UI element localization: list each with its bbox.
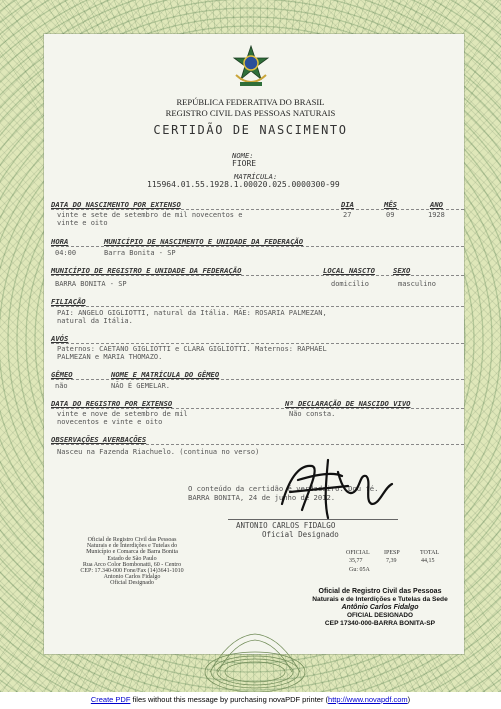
signer-name: ANTONIO CARLOS FIDALGO: [236, 521, 336, 530]
registro-date-line1: vinte e nove de setembro de mil: [57, 410, 188, 418]
birth-date-value-line1: vinte e sete de setembro de mil novecentos e: [57, 211, 243, 219]
office-info-line4: Estado de São Paulo: [107, 555, 157, 562]
office-info-line3: Município e Comarca de Barra Bonita: [86, 549, 178, 556]
pdf-footer: [0, 693, 501, 709]
mes-label: MÊS: [384, 200, 397, 209]
office-info-line2: Naturais e de Interdições e Tutelas do: [86, 543, 178, 550]
dnv-value: Não consta.: [289, 410, 336, 418]
office-info-line5: Rua Arco Color Bombonatti, 60 - Centro: [82, 561, 182, 568]
matricula-value: 115964.01.55.1928.1.00020.025.0000300-99: [147, 180, 340, 189]
fee-total-label: TOTAL: [420, 550, 440, 556]
avos-line2: PALMEZAN e MARIA THOMAZO.: [57, 353, 163, 361]
ano-value: 1928: [428, 211, 445, 219]
registro-date-label: DATA DO REGISTRO POR EXTENSO: [51, 399, 173, 408]
gemeo-value: não: [55, 382, 68, 390]
signature-image: [268, 452, 408, 524]
registry-municipio-value: BARRA BONITA - SP: [55, 280, 127, 288]
registro-date-line2: novecentos e vinte e oito: [57, 418, 163, 426]
stamp-line4: OFICIAL DESIGNADO: [347, 612, 413, 619]
observacoes-label: OBSERVAÇÕES AVERBAÇÕES: [51, 435, 147, 444]
office-info-line7: Antonio Carlos Fidalgo: [103, 574, 161, 581]
sexo-label: SEXO: [393, 266, 411, 275]
gemeo-label: GÊMEO: [51, 370, 73, 379]
name-value: FIORE: [232, 159, 257, 168]
sexo-value: masculino: [398, 280, 436, 288]
dia-label: DIA: [341, 200, 354, 209]
hora-value: 04:00: [55, 249, 77, 257]
attest-line1: O conteúdo da certidão é verdadeiro. Dou fé.: [188, 484, 379, 493]
dia-value: 27: [343, 211, 352, 219]
fee-ipesp-label: IPESP: [384, 550, 400, 556]
avos-line1: Paternos: CAETANO GIGLIOTTI e CLARA GIGLIOTTI. Maternos: RAPHAEL: [57, 345, 327, 353]
office-info-line8: Oficial Designado: [110, 580, 154, 587]
country-heading: REPÚBLICA FEDERATIVA DO BRASIL: [176, 97, 325, 107]
birth-date-value-line2: vinte e oito: [57, 219, 108, 227]
footer-text2: ): [407, 695, 411, 704]
avos-label: AVÓS: [51, 334, 69, 343]
hora-label: HORA: [51, 237, 69, 246]
gemeo-nome-label: NOME E MATRÍCULA DO GÊMEO: [111, 370, 220, 379]
certificate-title: CERTIDÃO DE NASCIMENTO: [153, 123, 348, 137]
birth-municipio-label: MUNICÍPIO DE NASCIMENTO E UNIDADE DA FEDERAÇÃO: [104, 237, 304, 246]
signer-role: Oficial Designado: [262, 530, 339, 539]
fee-total-value: 44,15: [421, 558, 435, 564]
registry-heading: REGISTRO CIVIL DAS PESSOAS NATURAIS: [165, 108, 336, 118]
office-info-block: [62, 537, 202, 587]
create-pdf-link[interactable]: Create PDF: [90, 695, 131, 704]
rosette-ornament: [200, 628, 310, 692]
coat-of-arms-icon: [232, 45, 270, 89]
stamp-line3: Antônio Carlos Fidalgo: [341, 604, 419, 611]
registry-municipio-label: MUNICÍPIO DE REGISTRO E UNIDADE DA FEDERAÇÃO: [51, 266, 242, 275]
local-nascto-label: LOCAL NASCTO: [323, 266, 375, 275]
filiacao-line2: natural da Itália.: [57, 317, 133, 325]
dnv-label: Nº DECLARAÇÃO DE NASCIDO VIVO: [285, 399, 411, 408]
local-nascto-value: domicílio: [331, 280, 369, 288]
fee-oficial-value: 35,77: [349, 558, 363, 564]
stamp-line5: CEP 17340-000-BARRA BONITA-SP: [324, 620, 436, 627]
fee-oficial-label: OFICIAL: [346, 550, 370, 556]
office-info-line6: CEP: 17.340-000 Fone/Fax (14)3641-1010: [80, 568, 184, 575]
stamp-line1: Oficial de Registro Civil das Pessoas: [318, 588, 442, 595]
fee-ipesp-value: 7,39: [386, 558, 397, 564]
footer-text1: files without this message by purchasing novaPDF printer (: [130, 695, 329, 704]
office-info-line1: Oficial de Registro Civil das Pessoas: [87, 537, 177, 543]
birth-municipio-value: Barra Bonita - SP: [104, 249, 176, 257]
mes-value: 09: [386, 211, 395, 219]
gemeo-nome-value: NÃO É GEMELAR.: [111, 382, 171, 390]
fee-guia: Gu: 05A: [349, 567, 370, 573]
name-label: NOME:: [232, 151, 254, 160]
filiacao-line1: PAI: ANGELO GIGLIOTTI, natural da Itália. MÃE: ROSARIA PALMEZAN,: [57, 309, 327, 317]
ano-label: ANO: [430, 200, 443, 209]
birth-date-label: DATA DO NASCIMENTO POR EXTENSO: [51, 200, 181, 209]
filiacao-label: FILIAÇÃO: [51, 297, 86, 306]
matricula-label: MATRÍCULA:: [234, 172, 278, 181]
novapdf-url-link[interactable]: http://www.novapdf.com: [328, 695, 408, 704]
official-stamp: [300, 588, 460, 628]
attest-line2: BARRA BONITA, 24 de junho de 2012.: [188, 493, 336, 502]
observacoes-line1: Nasceu na Fazenda Riachuelo. (continua no verso): [57, 448, 260, 456]
stamp-line2: Naturais e de Interdições e Tutelas da Sede: [312, 596, 448, 603]
